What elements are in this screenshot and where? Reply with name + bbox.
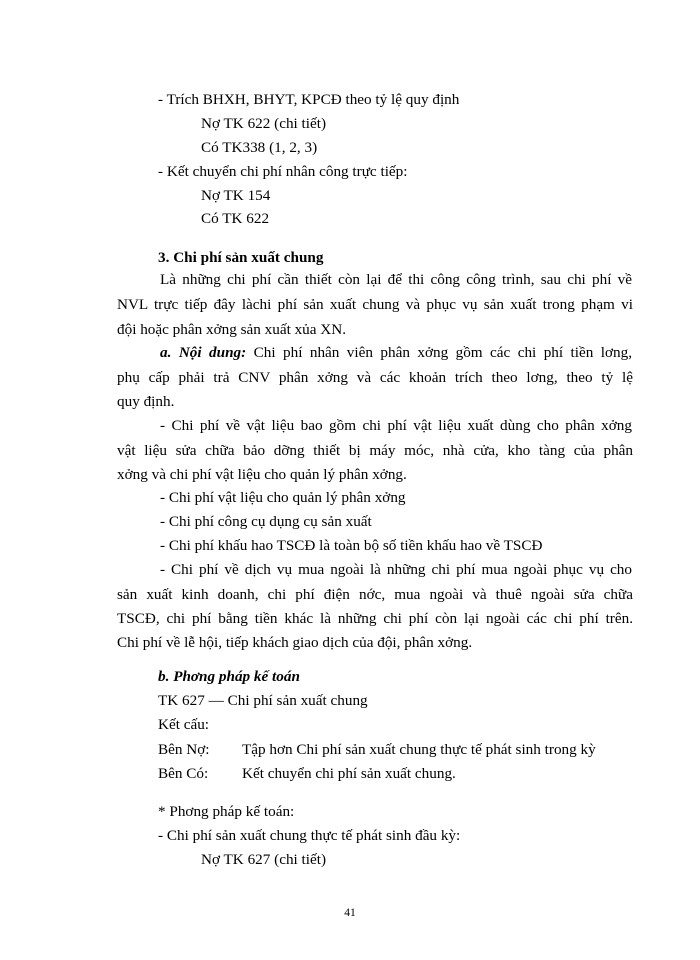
credit-text: Kết chuyển chi phí sản xuất chung. [242,765,456,782]
paragraph-line: phụ cấp phải trả CNV phân xởng và các khoản trích theo lơng, theo tỷ lệ [117,369,633,386]
paragraph-line: vật liệu sửa chữa bảo dỡng thiết bị máy móc, nhà cửa, kho tàng của phân [117,442,633,459]
text-line: Nợ TK 154 [201,187,271,204]
section-heading: 3. Chi phí sản xuất chung [158,249,324,266]
text-line: Nợ TK 627 (chi tiết) [201,851,327,868]
text-line [158,764,456,784]
subsection-heading: b. Phơng pháp kế toán [158,668,300,685]
page-number: 41 [344,907,356,919]
paragraph-line: NVL trực tiếp đây làchi phí sản xuất chung và phục vụ sản xuất trong phạm vi [117,296,633,313]
paragraph-line: sản xuất kinh doanh, chi phí điện nớc, mua ngoài và thuê ngoài sửa chữa [117,586,633,603]
paragraph-line: xởng và chi phí vật liệu cho quản lý phân xởng. [117,466,407,483]
subheading-label: a. Nội dung: [160,344,247,361]
paragraph-line: TSCĐ, chi phí bằng tiền khác là những chi phí còn lại ngoài các chi phí trên. [117,610,633,627]
credit-label: Bên Có: [158,765,209,782]
list-item: - Chi phí công cụ dụng cụ sản xuất [160,513,372,530]
text-line: Có TK 622 [201,210,270,227]
text-line: - Chi phí sản xuất chung thực tế phát sinh đầu kỳ: [158,827,461,844]
text-line: Nợ TK 622 (chi tiết) [201,115,327,132]
text-line: Kết cấu: [158,716,210,733]
paragraph-line: Là những chi phí cần thiết còn lại để thi công công trình, sau chi phí về [160,271,632,288]
text-line: Có TK338 (1, 2, 3) [201,139,318,156]
paragraph-line [160,343,632,363]
paragraph-line: đội hoặc phân xởng sản xuất xủa XN. [117,321,347,338]
debit-text: Tập hơn Chi phí sản xuất chung thực tế phát sinh trong kỳ [242,741,596,758]
paragraph-line: - Chi phí về vật liệu bao gồm chi phí vật liệu xuất dùng cho phân xởng [160,417,632,434]
account-title: TK 627 — Chi phí sản xuất chung [158,692,368,709]
text-line: - Kết chuyển chi phí nhân công trực tiếp: [158,163,408,180]
paragraph-line: - Chi phí về dịch vụ mua ngoài là những chi phí mua ngoài phục vụ cho [160,561,632,578]
list-item: - Chi phí khấu hao TSCĐ là toàn bộ số tiền khấu hao về TSCĐ [160,537,543,554]
text-line: - Trích BHXH, BHYT, KPCĐ theo tỷ lệ quy định [158,91,460,108]
text-line: * Phơng pháp kế toán: [158,803,295,820]
debit-label: Bên Nợ: [158,741,210,758]
text-line [158,740,596,760]
list-item: - Chi phí vật liệu cho quản lý phân xởng [160,489,406,506]
paragraph-line: Chi phí về lễ hội, tiếp khách giao dịch của đội, phân xởng. [117,634,473,651]
paragraph-line: quy định. [117,393,175,410]
paragraph-text: Chi phí nhân viên phân xởng gồm các chi phí tiền lơng, [246,344,632,361]
